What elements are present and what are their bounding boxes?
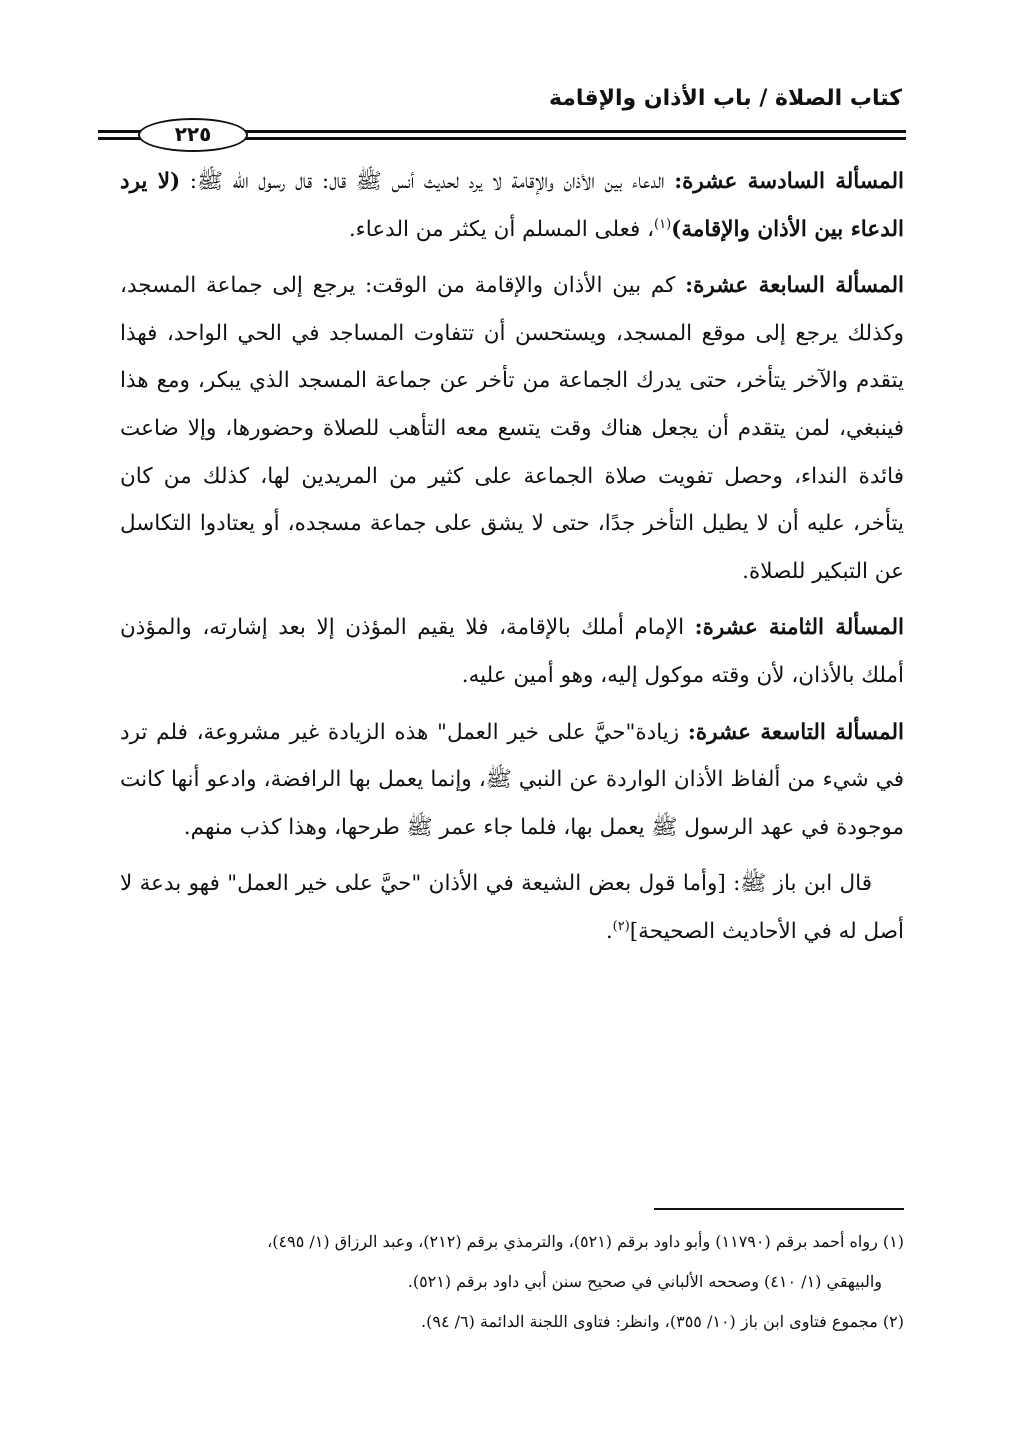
- paragraph-issue-18: [120, 604, 904, 699]
- paragraph-text: الدعاء بين الأذان والإقامة لا يرد لحديث أنس ﷺ قال: قال رسول الله ﷺ:: [180, 169, 675, 194]
- page-number: ٢٢٥: [138, 118, 248, 152]
- running-title: كتاب الصلاة / باب الأذان والإقامة: [548, 86, 902, 111]
- footnote-1-continued: [120, 1262, 904, 1302]
- paragraph-issue-16: [120, 158, 904, 253]
- footnote-text: والبيهقي (١/ ٤١٠) وصححه الألباني في صحيح سنن أبي داود برقم (٥٢١).: [407, 1272, 882, 1291]
- paragraph-issue-19: [120, 709, 904, 852]
- paragraph-text: كم بين الأذان والإقامة من الوقت: يرجع إلى جماعة المسجد، وكذلك يرجع إلى موقع المسجد، ويستحسن أن تتفاوت المساجد في الحي الواحد، فهذا يتقدم والآخر يتأخر، حتى يدرك الجماعة من تأخر عن جماعة المسجد الذي يبكر، ومع هذا فينبغي، لمن يتقدم أن يجعل هناك وقت يتسع معه التأهب للصلاة وحضورها، وإلا ضاعت فائدة النداء، وحصل تفويت صلاة الجماعة على كثير من المريدين لها، كذلك من كان يتأخر، عليه أن لا يطيل التأخر جدًا، حتى لا يشق على جماعة مسجده، أو يعتادوا التكاسل عن التبكير للصلاة.: [120, 273, 904, 584]
- footnotes: [120, 1222, 904, 1342]
- paragraph-text: زيادة"حيَّ على خير العمل" هذه الزيادة غير مشروعة، فلم ترد في شيء من ألفاظ الأذان الواردة عن النبي ﷺ، وإنما يعمل بها الرافضة، وادعو أنها كانت موجودة في عهد الرسول ﷺ يعمل بها، فلما جاء عمر ﷺ طرحها، وهذا كذب منهم.: [120, 719, 904, 840]
- footnote-1: [120, 1222, 904, 1262]
- issue-heading: المسألة الثامنة عشرة:: [694, 615, 904, 641]
- footnote-text: (٢) مجموع فتاوى ابن باز (١٠/ ٣٥٥)، وانظر: فتاوى اللجنة الدائمة (٦/ ٩٤).: [421, 1312, 904, 1331]
- footnote-2: [120, 1302, 904, 1342]
- paragraph-end: .: [605, 918, 613, 944]
- issue-heading: المسألة السابعة عشرة:: [685, 273, 904, 299]
- footnote-ref: (٢): [612, 918, 630, 934]
- issue-heading: المسألة السادسة عشرة:: [674, 169, 904, 194]
- hadith-quote: (لا يرد الدعاء بين الأذان والإقامة): [120, 169, 904, 242]
- paragraph-text: قال ابن باز ﷺ: [وأما قول بعض الشيعة في الأذان "حيَّ على خير العمل" فهو بدعة لا أصل له في الأحاديث الصحيحة]: [120, 871, 904, 944]
- paragraph-text: الإمام أملك بالإقامة، فلا يقيم المؤذن إلا بعد إشارته، والمؤذن أملك بالأذان، لأن وقته موكول إليه، وهو أمين عليه.: [120, 615, 904, 688]
- main-text: [120, 158, 904, 965]
- footnote-ref: (١): [654, 216, 672, 232]
- header-rule: [98, 118, 906, 152]
- footnote-text: (١) رواه أحمد برقم (١١٧٩٠) وأبو داود برقم (٥٢١)، والترمذي برقم (٢١٢)، وعبد الرزاق (١/ ٤٩٥)،: [267, 1232, 904, 1251]
- paragraph-issue-17: [120, 262, 904, 595]
- paragraph-text: ، فعلى المسلم أن يكثر من الدعاء.: [348, 216, 655, 242]
- issue-heading: المسألة التاسعة عشرة:: [687, 719, 905, 745]
- footnote-divider: [654, 1208, 904, 1210]
- paragraph-ibn-baz-quote: [120, 860, 904, 955]
